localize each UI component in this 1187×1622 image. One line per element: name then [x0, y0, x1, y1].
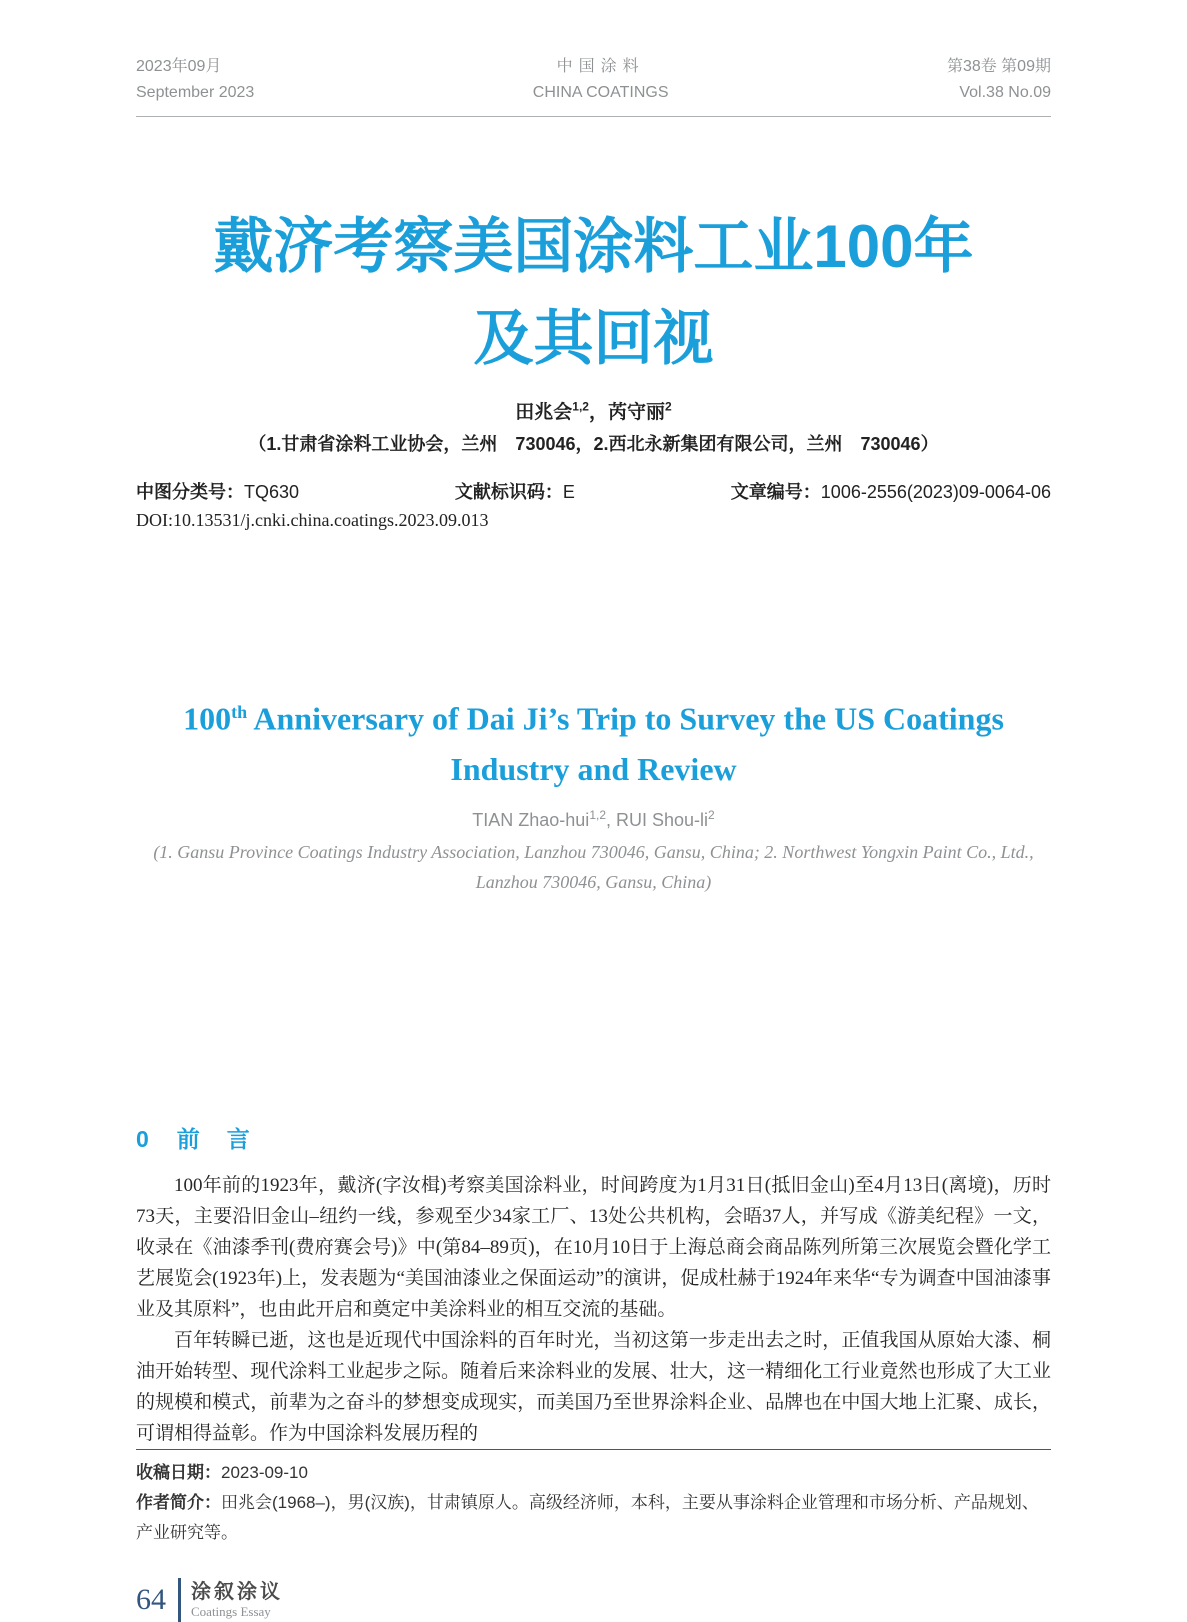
author-cn-1-affil-sup: 1,2	[572, 399, 589, 414]
author-cn-1: 田兆会	[515, 402, 573, 423]
article-number-value: 1006-2556(2023)09-0064-06	[820, 482, 1051, 502]
header-journal	[533, 54, 669, 106]
affiliation-en-line2: Lanzhou 730046, Gansu, China)	[475, 871, 712, 892]
affiliation-en	[136, 837, 1051, 897]
article-title-cn	[136, 201, 1051, 385]
author-line-cn	[136, 397, 1051, 424]
document-code-label: 文献标识码：	[454, 482, 563, 502]
affiliation-cn: （1.甘肃省涂料工业协会，兰州 730046，2.西北永新集团有限公司，兰州 730046）	[248, 434, 939, 454]
clc-value: TQ630	[244, 482, 300, 502]
article-title-cn-line2: 及其回视	[473, 305, 714, 372]
title-en-rest: Anniversary of Dai Ji’s Trip to Survey the US Coatings	[247, 700, 1004, 737]
header-date-en: September 2023	[136, 84, 255, 101]
article-title-cn-line1: 戴济考察美国涂料工业100年	[213, 213, 974, 280]
article-number-label: 文章编号：	[730, 482, 821, 502]
article-title-en-line1	[136, 687, 1051, 744]
article-title-en-line2: Industry and Review	[450, 750, 737, 787]
doi: DOI:10.13531/j.cnki.china.coatings.2023.09.013	[136, 510, 489, 530]
header-journal-cn: 中国涂料	[556, 58, 645, 75]
header-journal-en: CHINA COATINGS	[532, 84, 669, 101]
header-issue-en: Vol.38 No.09	[959, 84, 1051, 101]
author-bio-label: 作者简介：	[136, 1492, 221, 1512]
section-heading-preface	[136, 1121, 1051, 1154]
column-title-cn: 涂叙涂议	[191, 1580, 283, 1603]
section-number: 0	[136, 1125, 151, 1152]
article-meta-row	[136, 478, 1051, 504]
author-bio-value: 田兆会(1968–)，男(汉族)，甘肃镇原人。高级经济师，本科，主要从事涂料企业管理和市场分析、产品规划、产业研究等。	[136, 1492, 1039, 1542]
document-code-value: E	[562, 482, 575, 502]
body-paragraph-2: 百年转瞬已逝，这也是近现代中国涂料的百年时光，当初这第一步走出去之时，正值我国从原始大漆、桐油开始转型、现代涂料工业起步之际。随着后来涂料业的发展、壮大，这一精细化工行业竟然也形成了大工业的规模和模式，前辈为之奋斗的梦想变成现实，而美国乃至世界涂料企业、品牌也在中国大地上汇聚、成长，可谓相得益彰。作为中国涂料发展历程的	[136, 1329, 1051, 1444]
header-issue-cn: 第38卷 第09期	[946, 58, 1051, 75]
author-en-1: TIAN Zhao-hui	[472, 809, 590, 830]
footnote-received-date	[136, 1458, 1051, 1488]
title-en-number: 100	[183, 700, 232, 737]
document-code	[455, 478, 575, 504]
author-en-1-affil-sup: 1,2	[589, 807, 606, 822]
header-date-cn: 2023年09月	[136, 58, 222, 75]
running-head	[136, 0, 1051, 117]
author-cn-2: 芮守丽	[608, 402, 666, 423]
footnote-author-bio	[136, 1488, 1051, 1548]
author-en-2: RUI Shou-li	[616, 809, 709, 830]
author-en-2-affil-sup: 2	[708, 807, 715, 822]
article-number	[731, 478, 1051, 504]
author-cn-2-affil-sup: 2	[665, 399, 672, 414]
received-date-label: 收稿日期：	[136, 1462, 221, 1482]
body-paragraph-1: 100年前的1923年，戴济(字汝楫)考察美国涂料业，时间跨度为1月31日(抵旧金山)至4月13日(离境)，历时73天，主要沿旧金山–纽约一线，参观至少34家工厂、13处公共机构，会晤37人，并写成《游美纪程》一文，收录在《油漆季刊(费府赛会号)》中(第84–89页)，在10月10日于上海总商会商品陈列所第三次展览会暨化学工艺展览会(1923年)上，发表题为“美国油漆业之保面运动”的演讲，促成杜赫于1924年来华“专为调查中国油漆事业及其原料”，也由此开启和奠定中美涂料业的相互交流的基础。	[136, 1174, 1051, 1320]
author-line-en	[136, 808, 1051, 831]
affiliation-en-line1: (1. Gansu Province Coatings Industry Association, Lanzhou 730046, Gansu, China; 2. Northwest Yongxin Paint Co., Ltd.,	[153, 841, 1034, 862]
page-number: 64	[136, 1582, 166, 1616]
author-en-separator: ,	[606, 809, 617, 830]
clc-number	[136, 478, 299, 504]
header-issue	[947, 54, 1051, 106]
title-en-ordinal-sup: th	[231, 702, 248, 722]
footnote-block	[136, 1450, 1051, 1548]
received-date-value: 2023-09-10	[221, 1462, 308, 1482]
article-body	[136, 1170, 1051, 1449]
page	[136, 0, 1051, 1622]
article-title-en	[136, 687, 1051, 794]
column-title-en: Coatings Essay	[191, 1603, 271, 1619]
header-date	[136, 54, 254, 106]
author-separator: ，	[588, 402, 608, 423]
section-title: 前 言	[176, 1125, 252, 1152]
clc-label: 中图分类号：	[136, 482, 244, 502]
